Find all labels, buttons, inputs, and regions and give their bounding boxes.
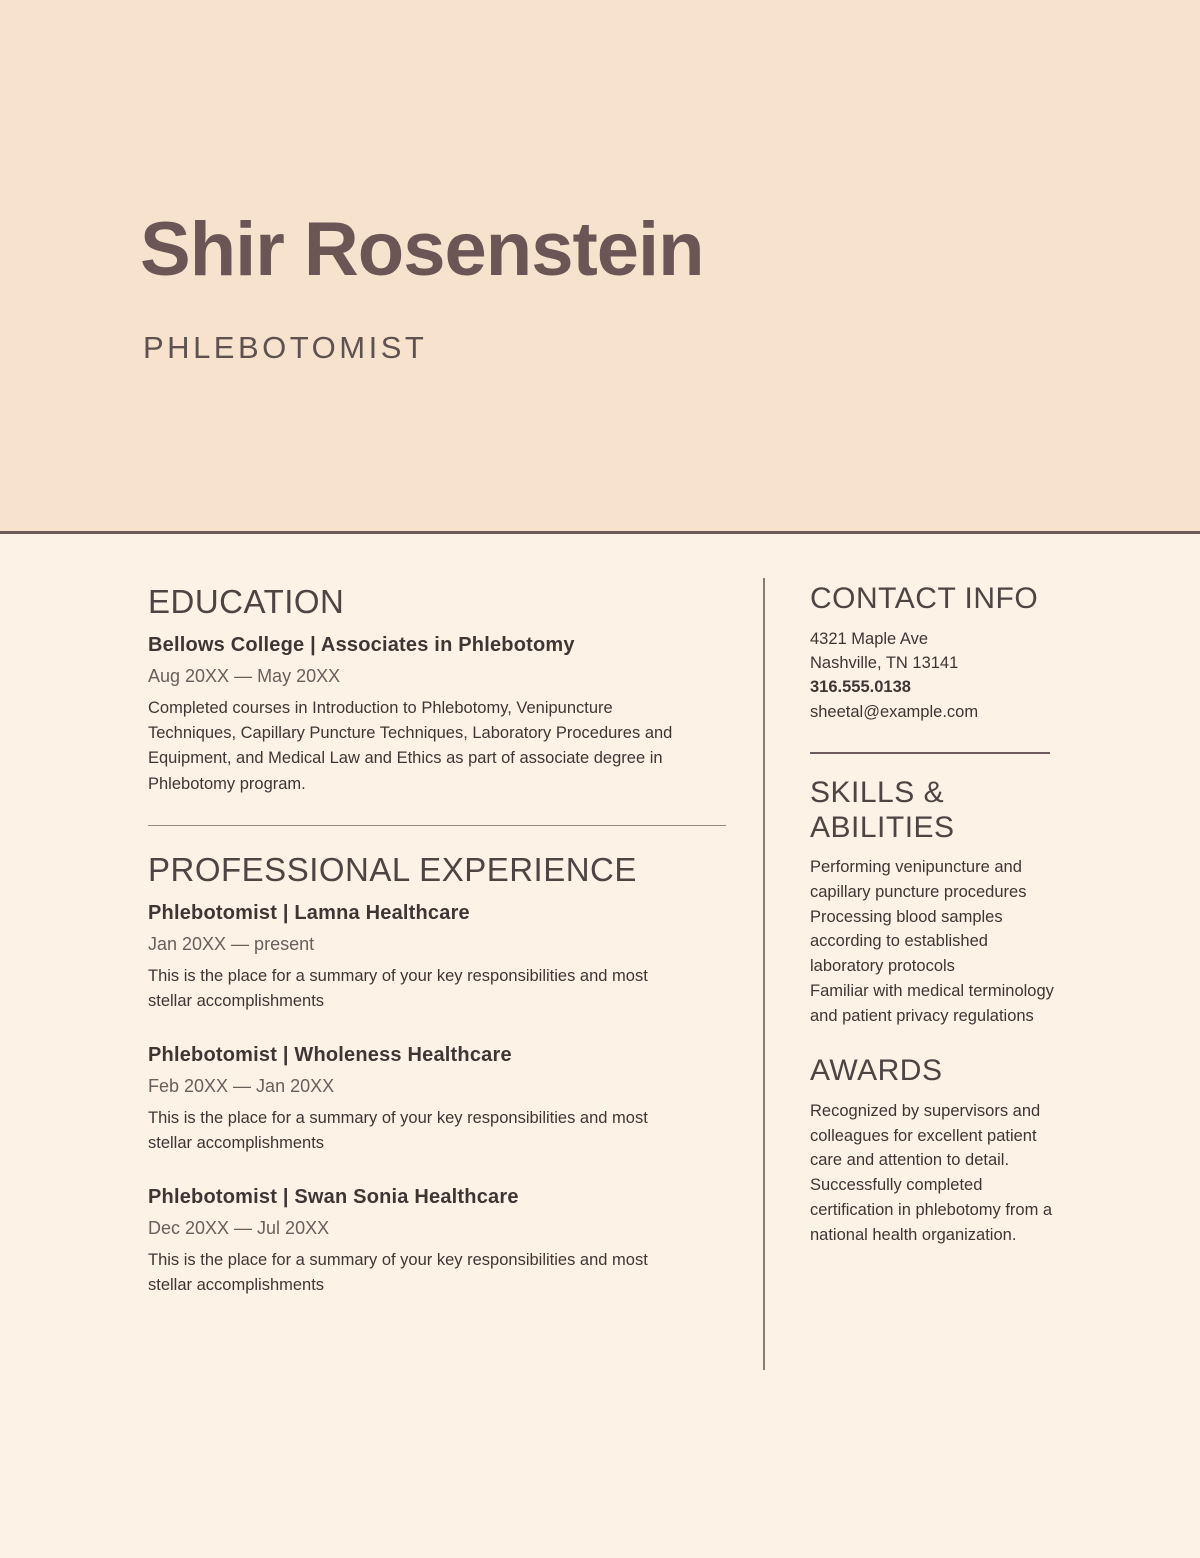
awards-heading: AWARDS — [810, 1054, 943, 1088]
experience-dates: Feb 20XX — Jan 20XX — [148, 1076, 335, 1097]
sidebar-divider — [810, 752, 1050, 754]
experience-section — [148, 852, 728, 1299]
skill-item: Familiar with medical terminology and patient privacy regulations — [810, 981, 1054, 1025]
skill-item: Performing venipuncture and capillary puncture procedures — [810, 858, 1027, 901]
experience-title: Phlebotomist | Swan Sonia Healthcare — [148, 1186, 519, 1209]
experience-item — [148, 1044, 728, 1156]
contact-address-line2: Nashville, TN 13141 — [810, 653, 959, 672]
experience-item — [148, 902, 728, 1014]
section-divider — [148, 825, 726, 826]
contact-phone[interactable]: 316.555.0138 — [810, 678, 911, 697]
experience-heading: PROFESSIONAL EXPERIENCE — [148, 850, 637, 888]
contact-email[interactable]: sheetal@example.com — [810, 702, 979, 721]
skills-section — [810, 776, 1060, 1028]
experience-dates: Dec 20XX — Jul 20XX — [148, 1218, 330, 1239]
education-dates: Aug 20XX — May 20XX — [148, 666, 341, 687]
skills-heading: SKILLS & ABILITIES — [810, 776, 955, 844]
education-section — [148, 584, 728, 797]
contact-address-line1: 4321 Maple Ave — [810, 629, 929, 648]
candidate-name: Shir Rosenstein — [140, 207, 704, 292]
skills-list — [810, 855, 1060, 1028]
contact-section — [810, 582, 1060, 724]
experience-title: Phlebotomist | Wholeness Healthcare — [148, 1044, 512, 1067]
contact-details — [810, 627, 1060, 725]
resume-header — [0, 0, 1200, 534]
awards-description: Recognized by supervisors and colleagues for excellent patient care and attention to detail. Successfully completed certification in phlebotomy from a national health organization. — [810, 1101, 1053, 1244]
sidebar-column — [810, 582, 1060, 1247]
experience-description: This is the place for a summary of your key responsibilities and most stellar accomplishments — [148, 966, 648, 1010]
education-school: Bellows College | Associates in Phlebotomy — [148, 634, 575, 657]
main-column — [148, 584, 728, 1298]
experience-item — [148, 1186, 728, 1298]
experience-dates: Jan 20XX — present — [148, 933, 315, 954]
experience-description: This is the place for a summary of your key responsibilities and most stellar accomplishments — [148, 1109, 648, 1153]
education-description: Completed courses in Introduction to Phlebotomy, Venipuncture Techniques, Capillary Puncture Techniques, Laboratory Procedures and Equipment, and Medical Law and Ethics as part of associate degree in Phlebotomy program. — [148, 699, 673, 793]
experience-description: This is the place for a summary of your key responsibilities and most stellar accomplishments — [148, 1251, 648, 1295]
awards-section — [810, 1054, 1060, 1247]
skill-item: Processing blood samples according to established laboratory protocols — [810, 907, 1003, 976]
experience-title: Phlebotomist | Lamna Healthcare — [148, 901, 470, 924]
contact-heading: CONTACT INFO — [810, 582, 1039, 615]
candidate-job-title: PHLEBOTOMIST — [143, 330, 428, 365]
education-heading: EDUCATION — [148, 583, 345, 620]
education-entry — [148, 634, 728, 796]
column-divider — [763, 578, 765, 1370]
